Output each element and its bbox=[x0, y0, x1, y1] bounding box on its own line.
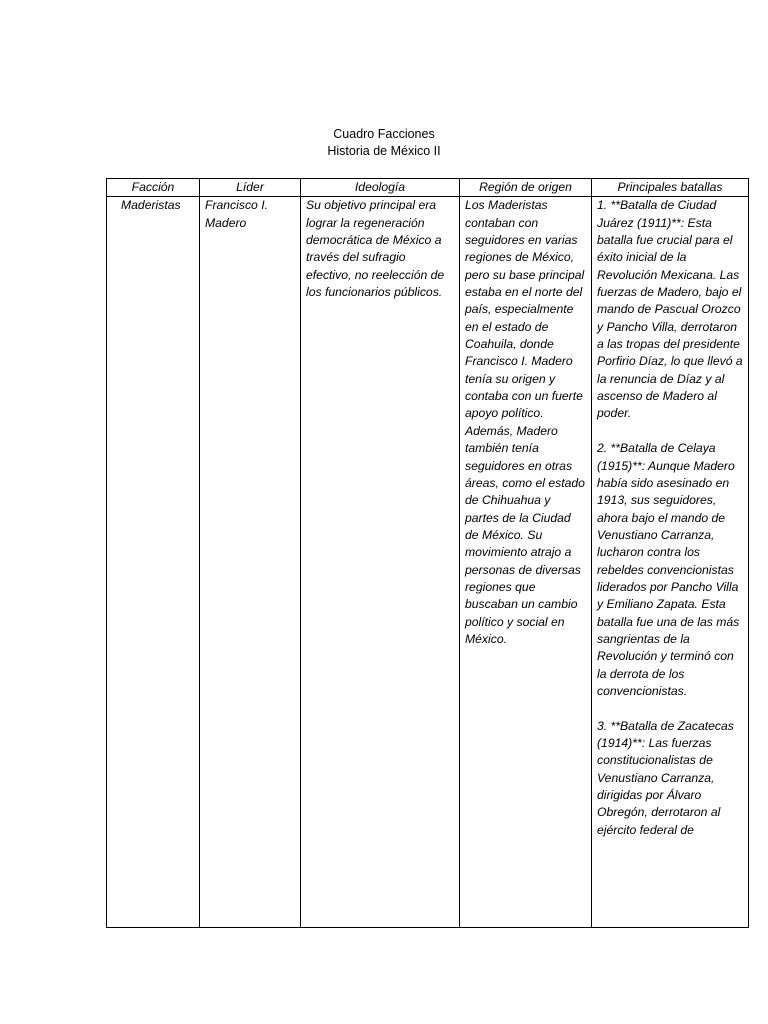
header-region-de-origen: Región de origen bbox=[460, 179, 592, 197]
factions-table bbox=[106, 178, 749, 928]
header-principales-batallas: Principales batallas bbox=[592, 179, 749, 197]
table-row bbox=[107, 197, 749, 928]
document-subtitle: Historia de México II bbox=[327, 144, 441, 158]
table-header-row bbox=[107, 179, 749, 197]
header-ideologia: Ideología bbox=[301, 179, 460, 197]
cell-leader: Francisco I. Madero bbox=[200, 197, 301, 928]
document-title: Cuadro Facciones bbox=[333, 127, 435, 141]
cell-battles bbox=[592, 197, 749, 928]
cell-faction: Maderistas bbox=[107, 197, 200, 928]
battle-item: 1. **Batalla de Ciudad Juárez (1911)**: Esta batalla fue crucial para el éxito inicial de la Revolución Mexicana. Las fuerzas de Madero, bajo el mando de Pascual Orozco y Pancho Villa, derrotaron a las tropas del presidente Porfirio Díaz, lo que llevó a la renuncia de Díaz y al ascenso de Madero al poder. bbox=[597, 198, 743, 421]
cell-ideology: Su objetivo principal era lograr la regeneración democrática de México a través del sufragio efectivo, no reelección de los funcionarios públicos. bbox=[301, 197, 460, 928]
header-lider: Líder bbox=[200, 179, 301, 197]
battle-item: 3. **Batalla de Zacatecas (1914)**: Las fuerzas constitucionalistas de Venustiano Carranza, dirigidas por Álvaro Obregón, derrotaron al ejército federal de bbox=[597, 718, 734, 837]
cell-region: Los Maderistas contaban con seguidores en varias regiones de México, pero su base principal estaba en el norte del país, especialmente en el estado de Coahuila, donde Francisco I. Madero tenía su origen y contaba con un fuerte apoyo político. Además, Madero también tenía seguidores en otras áreas, como el estado de Chihuahua y partes de la Ciudad de México. Su movimiento atrajo a personas de diversas regiones que buscaban un cambio político y social en México. bbox=[460, 197, 592, 928]
header-faccion: Facción bbox=[107, 179, 200, 197]
battle-item: 2. **Batalla de Celaya (1915)**: Aunque Madero había sido asesinado en 1913, sus seguidores, ahora bajo el mando de Venustiano Carranza, lucharon contra los rebeldes convencionistas liderados por Pancho Villa y Emiliano Zapata. Esta batalla fue una de las más sangrientas de la Revolución y terminó con la derrota de los convencionistas. bbox=[597, 441, 740, 698]
